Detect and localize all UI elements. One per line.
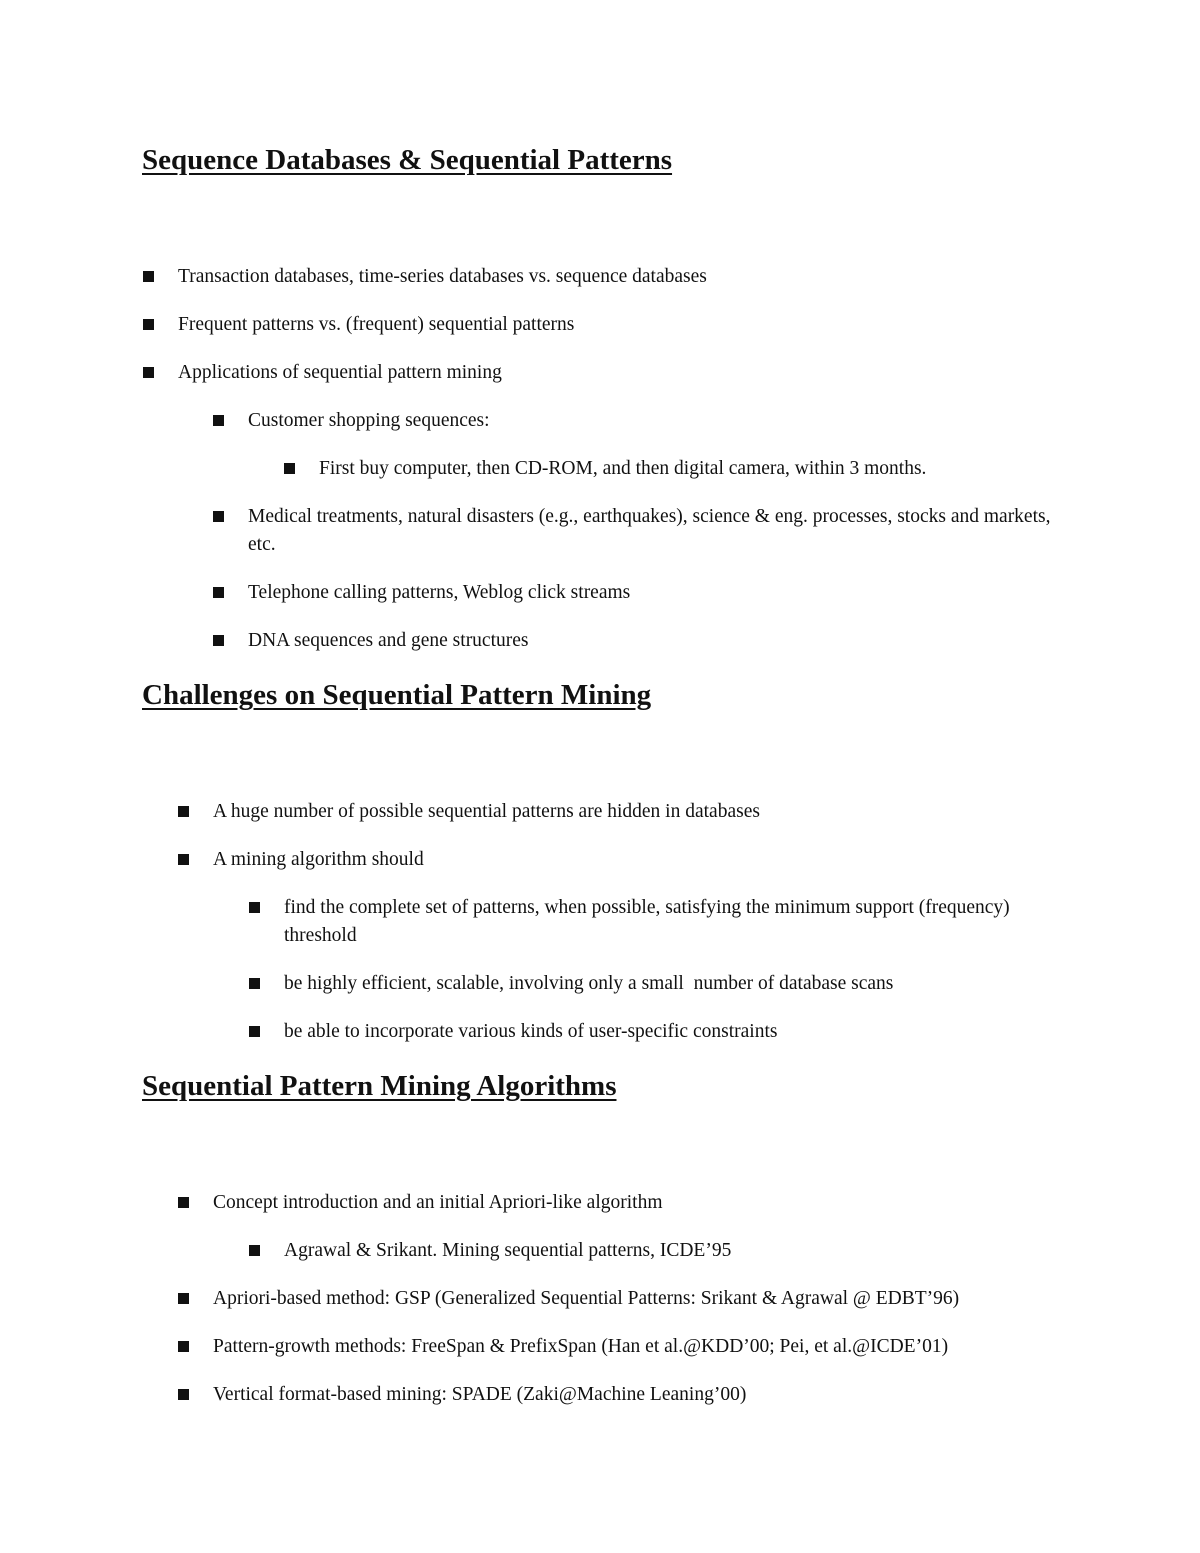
square-bullet-icon xyxy=(178,1341,189,1352)
list-item-text: Transaction databases, time-series databases vs. sequence databases xyxy=(178,266,707,287)
square-bullet-icon xyxy=(213,587,224,598)
list-item-text: Concept introduction and an initial Apriori-like algorithm xyxy=(213,1192,663,1213)
list-item-text: Pattern-growth methods: FreeSpan & PrefixSpan (Han et al.@KDD’00; Pei, et al.@ICDE’01) xyxy=(213,1336,949,1357)
square-bullet-icon xyxy=(178,1389,189,1400)
list-item xyxy=(178,1285,1058,1313)
list-item xyxy=(213,407,1093,435)
square-bullet-icon xyxy=(249,1245,260,1256)
list-item-text: Customer shopping sequences: xyxy=(248,410,490,431)
square-bullet-icon xyxy=(213,415,224,426)
list-item-text: Apriori-based method: GSP (Generalized Sequential Patterns: Srikant & Agrawal @ EDBT’96) xyxy=(213,1288,960,1309)
square-bullet-icon xyxy=(249,902,260,913)
list-item xyxy=(143,263,1023,291)
list-item-text: be highly efficient, scalable, involving only a small number of database scans xyxy=(284,973,894,994)
square-bullet-icon xyxy=(284,463,295,474)
list-item xyxy=(213,627,1093,655)
list-item-text: A mining algorithm should xyxy=(213,849,424,870)
square-bullet-icon xyxy=(178,854,189,865)
list-item xyxy=(249,1237,1129,1265)
list-item-text: Applications of sequential pattern mining xyxy=(178,362,502,383)
list-item-text: First buy computer, then CD-ROM, and then digital camera, within 3 months. xyxy=(319,458,927,479)
list-item-text: Frequent patterns vs. (frequent) sequential patterns xyxy=(178,314,575,335)
square-bullet-icon xyxy=(249,1026,260,1037)
list-item xyxy=(249,1018,1129,1046)
list-item xyxy=(143,359,1023,387)
list-item xyxy=(249,894,1019,950)
list-item-text: DNA sequences and gene structures xyxy=(248,630,529,651)
list-item xyxy=(284,455,1164,483)
square-bullet-icon xyxy=(213,511,224,522)
list-item xyxy=(178,1189,1058,1217)
section-heading: Sequence Databases & Sequential Patterns xyxy=(142,144,673,176)
list-item-text: Telephone calling patterns, Weblog click streams xyxy=(248,582,631,603)
list-item xyxy=(213,503,1063,559)
square-bullet-icon xyxy=(249,978,260,989)
list-item xyxy=(178,798,1058,826)
list-item-text: find the complete set of patterns, when possible, satisfying the minimum support (frequency) threshold xyxy=(284,897,1010,946)
section-heading: Sequential Pattern Mining Algorithms xyxy=(142,1070,617,1102)
list-item-text: Medical treatments, natural disasters (e.g., earthquakes), science & eng. processes, stocks and markets, etc. xyxy=(248,506,1051,555)
list-item-text: Agrawal & Srikant. Mining sequential patterns, ICDE’95 xyxy=(284,1240,732,1261)
list-item xyxy=(143,311,1023,339)
list-item xyxy=(178,1381,1058,1409)
list-item xyxy=(213,579,1093,607)
list-item-text: Vertical format-based mining: SPADE (Zaki@Machine Leaning’00) xyxy=(213,1384,747,1405)
list-item xyxy=(178,846,1058,874)
square-bullet-icon xyxy=(143,367,154,378)
section-heading: Challenges on Sequential Pattern Mining xyxy=(142,679,652,711)
square-bullet-icon xyxy=(178,1293,189,1304)
list-item xyxy=(249,970,1129,998)
square-bullet-icon xyxy=(143,271,154,282)
list-item-text: A huge number of possible sequential patterns are hidden in databases xyxy=(213,801,760,822)
square-bullet-icon xyxy=(178,806,189,817)
square-bullet-icon xyxy=(213,635,224,646)
square-bullet-icon xyxy=(143,319,154,330)
square-bullet-icon xyxy=(178,1197,189,1208)
list-item-text: be able to incorporate various kinds of user-specific constraints xyxy=(284,1021,778,1042)
list-item xyxy=(178,1333,1058,1361)
